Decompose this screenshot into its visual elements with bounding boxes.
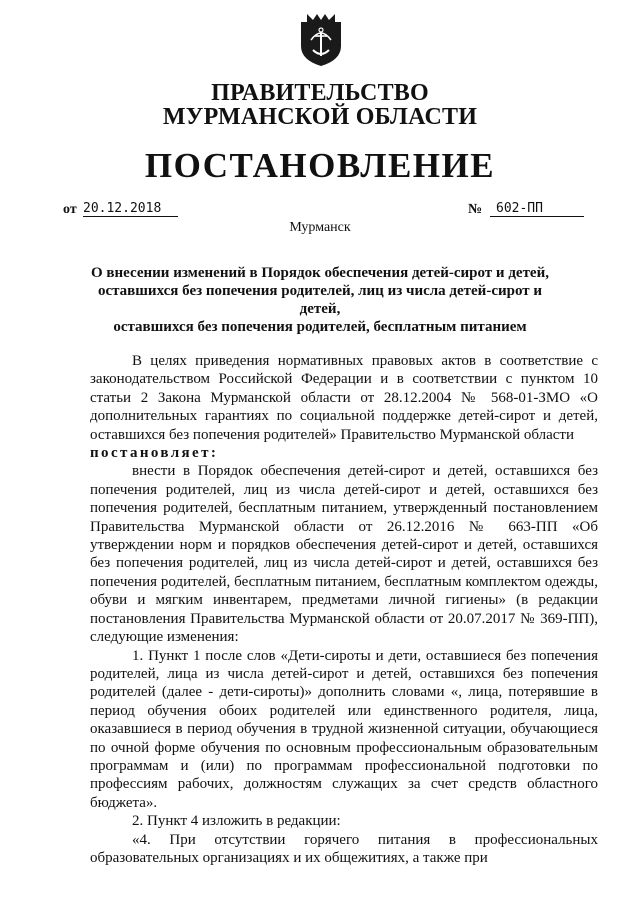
amend-paragraph: внести в Порядок обеспечения детей-сирот и детей, оставшихся без попечения родителей, лиц из числа детей-сирот и детей, оставшихся без попечения родителей, бесплатным питанием, утвержденный постановлением Правительства Мурманской области от 26.12.2016 № 663-ПП «Об утверждении норм и порядков обеспечения детей-сирот и детей, оставшихся без попечения родителей, лиц из числа детей-сирот и детей, оставшихся без попечения родителей, бесплатным питанием, бесплатным комплектом одежды, обуви и мягким инвентарем, предметами личной гигиены» (в редакции постановления Правительства Мурманской области от 20.07.2017 № 369-ПП), следующие изменения: — [90, 463, 598, 646]
resolves-keyword: постановляет: — [90, 445, 219, 462]
title-line: оставшихся без попечения родителей, бесплатным питанием — [113, 319, 527, 335]
government-name-line1: ПРАВИТЕЛЬСТВО — [211, 80, 429, 106]
item-2-paragraph: 2. Пункт 4 изложить в редакции: — [132, 813, 341, 830]
document-date: 20.12.2018 — [83, 202, 178, 217]
intro-paragraph: В целях приведения нормативных правовых актов в соответствие с законодательством Российской Федерации и в соответствии с пунктом 10 статьи 2 Закона Мурманской области от 28.12.2004 № 568-01-ЗМО «О дополнительных гарантиях по социальной поддержке детей-сирот и детей, оставшихся без попечения родителей» Правительство Мурманской области — [90, 353, 598, 443]
title-line: оставшихся без попечения родителей, лиц из числа детей-сирот и детей, — [97, 283, 543, 317]
item-1-paragraph: 1. Пункт 1 после слов «Дети-сироты и дети, оставшиеся без попечения родителей, лица из числа детей-сирот и детей, оставшихся без попечения родителей (далее - дети-сироты)» дополнить словами «, лица, потерявшие в период обучения обоих родителей или единственного родителя, лица, оказавшиеся в период обучения в трудной жизненной ситуации, обучающиеся по очной форме обучения по основным профессиональным образовательным программам и (или) по программам профессиональной подготовки по профессиям рабочих, должностям служащих за счет средств областного бюджета». — [90, 647, 598, 811]
title-line: О внесении изменений в Порядок обеспечения детей-сирот и детей, — [91, 265, 549, 281]
document-body — [90, 352, 598, 867]
number-label: № — [468, 202, 483, 217]
document-title — [90, 264, 550, 336]
document-number: 602-ПП — [490, 202, 584, 217]
murmansk-coat-of-arms-icon — [297, 12, 345, 68]
date-label: от — [63, 202, 77, 217]
government-name-line2: МУРМАНСКОЙ ОБЛАСТИ — [162, 104, 478, 130]
city-name: Мурманск — [289, 220, 351, 235]
resolves-paragraph — [90, 444, 598, 462]
document-type-heading: ПОСТАНОВЛЕНИЕ — [144, 146, 496, 185]
item-3-paragraph: «4. При отсутствии горячего питания в профессиональных образовательных организациях и их общежитиях, а также при — [90, 831, 598, 866]
